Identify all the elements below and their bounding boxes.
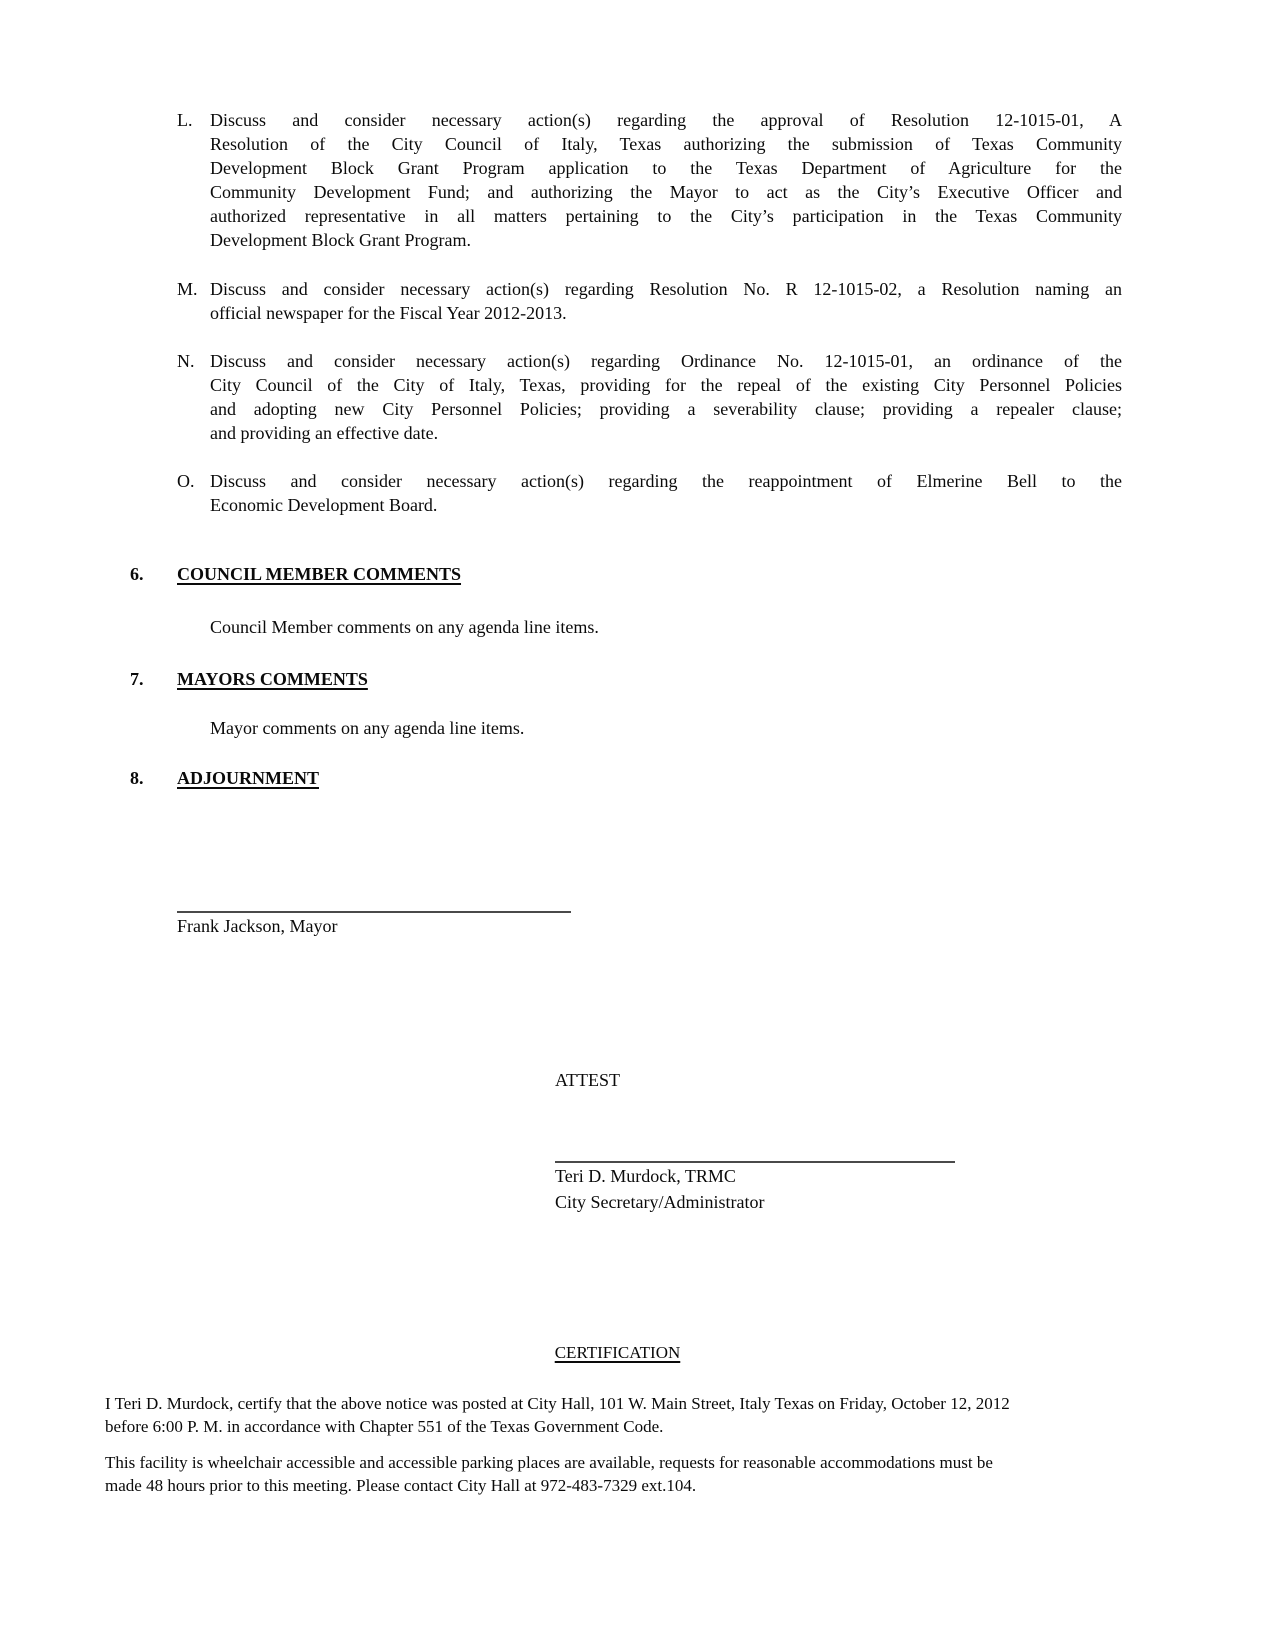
item-line: Development Block Grant Program application to the Texas Department of Agriculture for the bbox=[210, 158, 1122, 178]
agenda-item-N bbox=[177, 349, 1275, 445]
item-line: and providing an effective date. bbox=[210, 423, 439, 443]
secretary-name: Teri D. Murdock, TRMC bbox=[555, 1166, 736, 1186]
item-line: Discuss and consider necessary action(s) regarding Ordinance No. 12-1015-01, an ordinance of the bbox=[210, 351, 1122, 371]
item-letter: N. bbox=[177, 351, 195, 371]
section-7-body: Mayor comments on any agenda line items. bbox=[210, 718, 525, 738]
item-line: Discuss and consider necessary action(s) regarding the reappointment of Elmerine Bell to the bbox=[210, 471, 1122, 491]
item-line: Discuss and consider necessary action(s) regarding Resolution No. R 12-1015-02, a Resolution naming an bbox=[210, 279, 1122, 299]
section-number: 8. bbox=[130, 768, 144, 788]
section-title: ADJOURNMENT bbox=[177, 768, 319, 788]
section-8-heading bbox=[130, 766, 1275, 790]
agenda-item-L bbox=[177, 108, 1275, 252]
item-letter: L. bbox=[177, 110, 193, 130]
certification-heading-text: CERTIFICATION bbox=[554, 1343, 681, 1362]
section-title: COUNCIL MEMBER COMMENTS bbox=[177, 564, 462, 584]
item-line: official newspaper for the Fiscal Year 2012-2013. bbox=[210, 303, 567, 323]
item-line: Development Block Grant Program. bbox=[210, 230, 471, 250]
accessibility-line: This facility is wheelchair accessible and accessible parking places are available, requests for reasonable accommodations must be bbox=[105, 1453, 993, 1472]
certification-heading bbox=[105, 1341, 1130, 1365]
item-text bbox=[210, 108, 1122, 252]
item-letter: O. bbox=[177, 471, 195, 491]
section-number: 7. bbox=[130, 669, 144, 689]
agenda-item-O bbox=[177, 469, 1275, 517]
item-line: Resolution of the City Council of Italy, Texas authorizing the submission of Texas Community bbox=[210, 134, 1122, 154]
item-letter: M. bbox=[177, 279, 198, 299]
item-text bbox=[210, 349, 1122, 445]
section-7-heading bbox=[130, 667, 1275, 691]
attest-label: ATTEST bbox=[555, 1070, 620, 1090]
item-text bbox=[210, 277, 1122, 325]
certification-posting-paragraph bbox=[105, 1392, 1275, 1438]
item-text bbox=[210, 469, 1122, 517]
secretary-signature-block bbox=[555, 1163, 1275, 1215]
section-6-body: Council Member comments on any agenda line items. bbox=[210, 617, 599, 637]
item-line: Economic Development Board. bbox=[210, 495, 438, 515]
section-title: MAYORS COMMENTS bbox=[177, 669, 368, 689]
item-line: Community Development Fund; and authorizing the Mayor to act as the City’s Executive Officer and bbox=[210, 182, 1122, 202]
item-line: authorized representative in all matters pertaining to the City’s participation in the Texas Community bbox=[210, 206, 1122, 226]
agenda-item-M bbox=[177, 277, 1275, 325]
secretary-title: City Secretary/Administrator bbox=[555, 1192, 765, 1212]
item-line: City Council of the City of Italy, Texas, providing for the repeal of the existing City Personnel Policies bbox=[210, 375, 1122, 395]
section-6-heading bbox=[130, 562, 1275, 586]
mayor-name: Frank Jackson, Mayor bbox=[177, 916, 338, 936]
certification-line: before 6:00 P. M. in accordance with Chapter 551 of the Texas Government Code. bbox=[105, 1417, 664, 1436]
item-line: and adopting new City Personnel Policies; providing a severability clause; providing a repealer clause; bbox=[210, 399, 1122, 419]
section-number: 6. bbox=[130, 564, 144, 584]
item-line: Discuss and consider necessary action(s) regarding the approval of Resolution 12-1015-01, A bbox=[210, 110, 1122, 130]
accessibility-paragraph bbox=[105, 1451, 1275, 1497]
accessibility-line: made 48 hours prior to this meeting. Please contact City Hall at 972-483-7329 ext.104. bbox=[105, 1476, 697, 1495]
certification-line: I Teri D. Murdock, certify that the above notice was posted at City Hall, 101 W. Main Street, Italy Texas on Friday, October 12, 2012 bbox=[105, 1394, 1010, 1413]
